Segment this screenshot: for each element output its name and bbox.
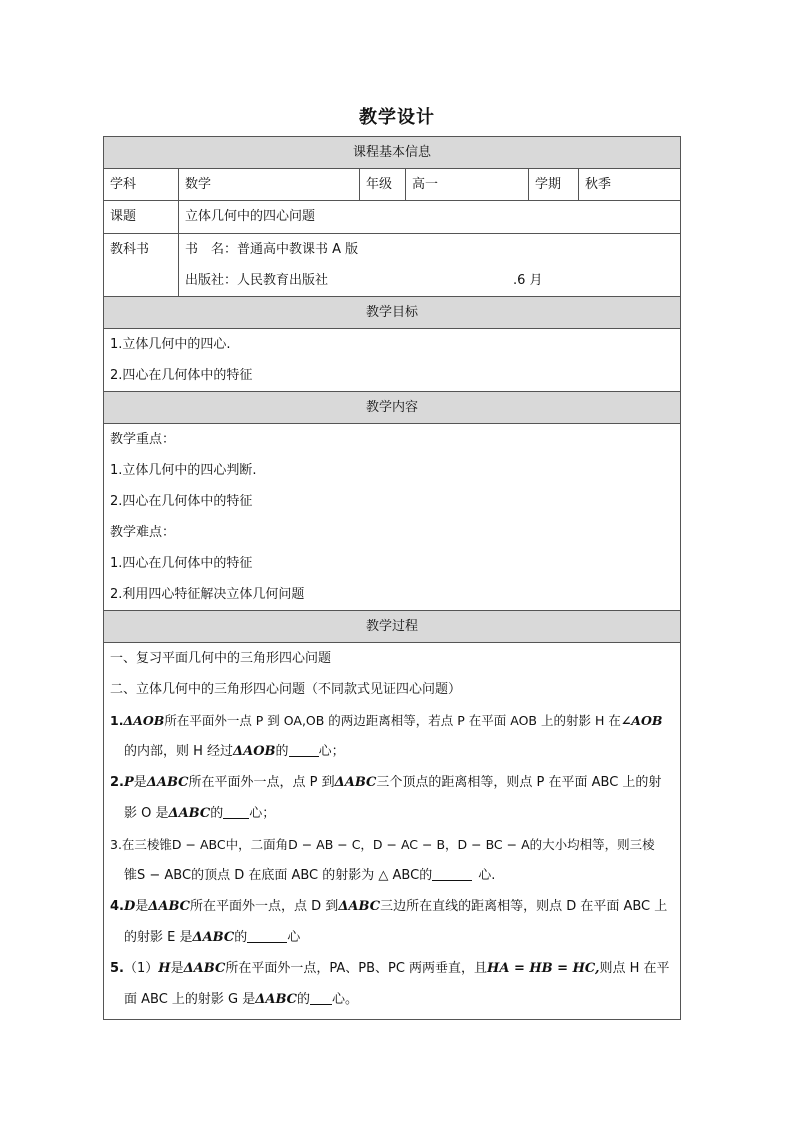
question-text: 的射影 E 是 xyxy=(124,930,193,945)
term-label: 学期 xyxy=(529,169,579,201)
math-expr: ΔABC xyxy=(168,806,211,821)
book-name: 书 名：普通高中教课书 A 版 xyxy=(185,242,359,257)
question-4-line-2 xyxy=(110,922,674,953)
math-expr: H xyxy=(158,961,171,976)
math-expr: ΔABC xyxy=(183,961,226,976)
subject-value: 数学 xyxy=(179,169,360,201)
subject-label: 学科 xyxy=(104,169,179,201)
question-text: 所在平面外一点，PA、PB、PC 两两垂直，且 xyxy=(225,961,488,976)
question-text: 所在平面外一点，点 D 到 xyxy=(190,899,339,914)
question-2-line-2 xyxy=(110,798,674,829)
question-text: 的内部，则 H 经过 xyxy=(124,744,234,759)
question-text: 的 xyxy=(275,744,289,759)
question-text: 是 xyxy=(135,899,149,914)
process-cell xyxy=(104,643,681,1020)
question-text: 三个顶点的距离相等，则点 P 在平面 ABC 上的射 xyxy=(376,775,662,790)
question-text: 面 ABC 上的射影 G 是 xyxy=(124,992,256,1007)
question-text: 锥S − ABC的顶点 D 在底面 ABC 的射影为 △ ABC的 xyxy=(124,868,433,883)
process-section-1: 一、复习平面几何中的三角形四心问题 xyxy=(110,651,332,666)
math-expr: ΔABC xyxy=(146,775,189,790)
section-header-process: 教学过程 xyxy=(104,611,681,643)
question-number: 5. xyxy=(110,961,124,976)
math-expr: ΔAOB xyxy=(233,744,276,759)
math-expr: ΔABC xyxy=(148,899,191,914)
textbook-info xyxy=(179,234,681,297)
section-header-goal: 教学目标 xyxy=(104,297,681,329)
process-section-2: 二、立体几何中的三角形四心问题（不同款式见证四心问题） xyxy=(110,682,462,697)
question-text: 所在平面外一点，点 P 到 xyxy=(188,775,335,790)
section-header-basic: 课程基本信息 xyxy=(104,137,681,169)
page-title: 教学设计 xyxy=(359,107,435,128)
answer-blank xyxy=(289,742,319,757)
question-text: 所在平面外一点 P 到 OA,OB 的两边距离相等，若点 P 在平面 AOB 上的射影 H 在 xyxy=(164,713,621,728)
math-expr: ΔABC xyxy=(255,992,298,1007)
answer-blank xyxy=(223,804,249,819)
difficult-point-item: 1.四心在几何体中的特征 xyxy=(110,556,253,571)
question-text: 心。 xyxy=(332,992,359,1007)
question-text: 是 xyxy=(170,961,184,976)
publish-date: .6 月 xyxy=(513,273,543,288)
question-text: 心； xyxy=(318,744,345,759)
math-expr: ΔABC xyxy=(338,899,381,914)
goals-cell xyxy=(104,329,681,392)
question-text: 的 xyxy=(234,930,248,945)
grade-value: 高一 xyxy=(406,169,529,201)
publisher: 出版社：人民教育出版社 xyxy=(185,273,329,288)
question-1-line-2 xyxy=(110,736,674,767)
goal-item: 1.立体几何中的四心. xyxy=(110,337,231,352)
content-cell xyxy=(104,424,681,611)
question-text: 是 xyxy=(133,775,147,790)
math-expr: D xyxy=(123,899,136,914)
math-expr: ΔABC xyxy=(334,775,377,790)
question-text: 影 O 是 xyxy=(124,806,169,821)
publisher-line xyxy=(185,265,674,296)
question-text: 三边所在直线的距离相等，则点 D 在平面 ABC 上 xyxy=(380,899,668,914)
math-expr: ΔABC xyxy=(192,930,235,945)
math-expr: P xyxy=(123,775,134,790)
key-point-item: 2.四心在几何体中的特征 xyxy=(110,494,253,509)
question-number: 1. xyxy=(110,713,124,728)
question-1-line-1 xyxy=(110,705,674,736)
question-3-line-1 xyxy=(110,829,674,860)
question-4-line-1 xyxy=(110,891,674,922)
topic-value: 立体几何中的四心问题 xyxy=(179,201,681,234)
answer-blank xyxy=(310,990,332,1005)
question-3-line-2 xyxy=(110,860,674,891)
question-text: 的 xyxy=(297,992,311,1007)
answer-blank xyxy=(247,928,287,943)
goal-item: 2.四心在几何体中的特征 xyxy=(110,368,253,383)
question-number: 2. xyxy=(110,775,124,790)
section-header-content: 教学内容 xyxy=(104,392,681,424)
difficult-point-item: 2.利用四心特征解决立体几何问题 xyxy=(110,587,305,602)
question-text: 心 xyxy=(287,930,301,945)
textbook-label: 教科书 xyxy=(104,234,179,297)
math-expr: ΔAOB xyxy=(123,713,165,728)
difficult-points-label: 教学难点： xyxy=(110,525,176,540)
question-text: 心； xyxy=(249,806,276,821)
math-expr: ∠AOB xyxy=(620,713,663,728)
key-point-item: 1.立体几何中的四心判断. xyxy=(110,463,257,478)
term-value: 秋季 xyxy=(579,169,681,201)
question-text: 的 xyxy=(210,806,224,821)
math-expr: HA = HB = HC, xyxy=(487,961,600,976)
question-number: 4. xyxy=(110,899,124,914)
question-text: 心. xyxy=(478,868,496,883)
grade-label: 年级 xyxy=(360,169,406,201)
answer-blank xyxy=(432,866,472,881)
question-5-line-2 xyxy=(110,984,674,1015)
key-points-label: 教学重点： xyxy=(110,432,176,447)
topic-label: 课题 xyxy=(104,201,179,234)
question-5-line-1 xyxy=(110,953,674,984)
question-text: 3.在三棱锥D − ABC中，二面角D − AB − C，D − AC − B，D − BC − A的大小均相等，则三棱 xyxy=(110,837,655,852)
question-text: 则点 H 在平 xyxy=(599,961,670,976)
question-2-line-1 xyxy=(110,767,674,798)
lesson-plan-table xyxy=(103,136,681,1020)
question-text: （1） xyxy=(123,961,159,976)
